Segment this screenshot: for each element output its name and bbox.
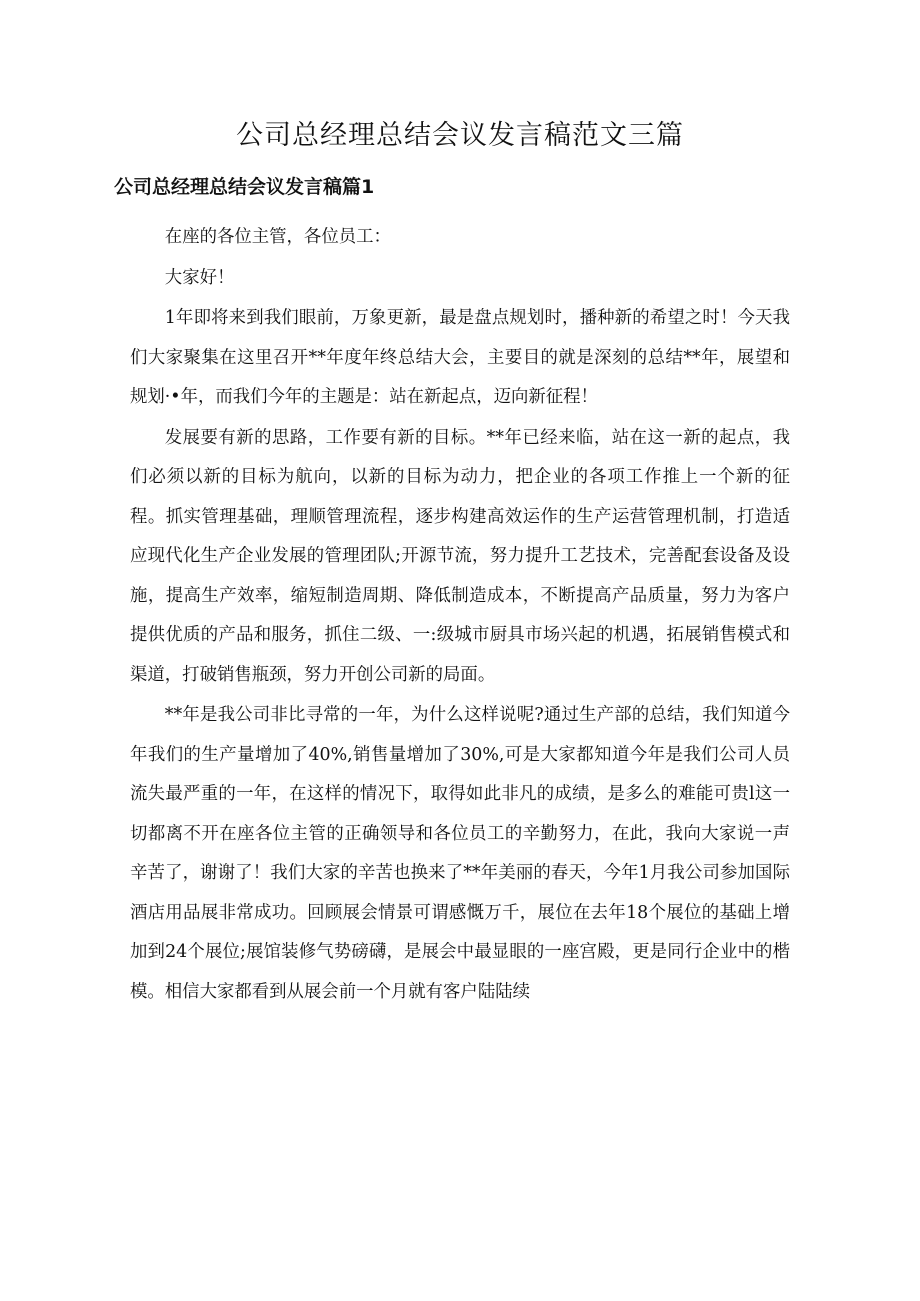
document-body (130, 218, 790, 1013)
section-heading: 公司总经理总结会议发言稿篇1 (114, 176, 375, 198)
body-paragraph: 发展要有新的思路，工作要有新的目标。**年已经来临，站在这一新的起点，我们必须以新的目标为航向，以新的目标为动力，把企业的各项工作推上一个新的征程。抓实管理基础，理顺管理流程，逐步构建高效运作的生产运营管理机制，打造适应现代化生产企业发展的管理团队;开源节流，努力提升工艺技术，完善配套设备及设施，提高生产效率，缩短制造周期、降低制造成本，不断提高产品质量，努力为客户提供优质的产品和服务，抓住二级、一:级城市厨具市场兴起的机遇，拓展销售模式和渠道，打破销售瓶颈，努力开创公司新的局面。 (130, 427, 790, 685)
document-title: 公司总经理总结会议发言稿范文三篇 (236, 120, 684, 151)
greeting-paragraph: 在座的各位主管，各位员工： (164, 227, 391, 247)
hello-paragraph: 大家好！ (164, 267, 235, 288)
body-paragraph: **年是我公司非比寻常的一年，为什么这样说呢?通过生产部的总结，我们知道今年我们的生产量增加了40%,销售量增加了30%,可是大家都知道今年是我们公司人员流失最严重的一年，在这样的情况下，取得如此非凡的成绩，是多么的难能可贵l这一切都离不开在座各位主管的正确领导和各位员工的辛勤努力，在此，我向大家说一声辛苦了，谢谢了！我们大家的辛苦也换来了**年美丽的春天，今年1月我公司参加国际酒店用品展非常成功。回顾展会情景可谓感慨万千，展位在去年18个展位的基础上增加到24个展位;展馆装修气势磅礴，是展会中最显眼的一座宫殿，更是同行企业中的楷模。相信大家都看到从展会前一个月就有客户陆陆续 (130, 705, 790, 1002)
body-paragraph: 1年即将来到我们眼前，万象更新，最是盘点规划时，播种新的希望之时！今天我们大家聚集在这里召开**年度年终总结大会，主要目的就是深刻的总结**年，展望和规划·•年，而我们今年的主题是：站在新起点，迈向新征程！ (130, 308, 790, 407)
